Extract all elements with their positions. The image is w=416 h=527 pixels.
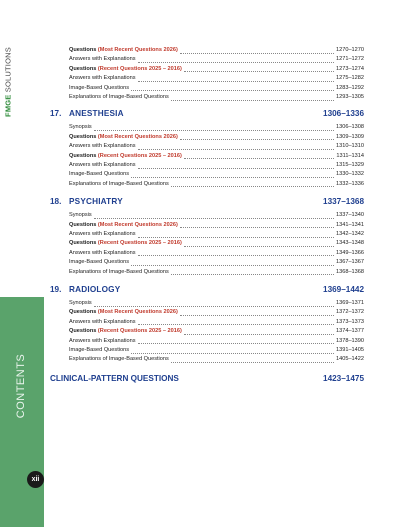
toc-entry-qualifier: (Recent Questions 2025 – 2016) (97, 152, 182, 159)
dot-leader (184, 329, 334, 335)
toc-entry-pages: 1372–1372 (336, 309, 364, 316)
toc-entry-pages: 1306–1308 (336, 124, 364, 131)
toc-entry-text: Image-Based Questions (69, 84, 130, 91)
toc-entry-qualifier: (Most Recent Questions 2026) (97, 221, 178, 228)
toc-entry (69, 74, 364, 83)
toc-entry (69, 161, 364, 170)
toc-entry-label (69, 93, 169, 102)
toc-entry-pages: 1332–1336 (336, 180, 364, 187)
toc-entry-label (69, 152, 182, 161)
toc-entry-pages: 1405–1422 (336, 356, 364, 363)
toc-entry-questions: Questions (69, 309, 97, 316)
toc-entry-text: Answers with Explanations (69, 231, 136, 237)
toc-entry-qualifier: (Most Recent Questions 2026) (97, 133, 178, 140)
toc-entry-pages: 1342–1342 (336, 231, 364, 237)
toc-entry-pages: 1337–1340 (336, 212, 364, 219)
toc-entry-pages: 1315–1329 (336, 162, 364, 168)
toc-entry (69, 337, 364, 346)
toc-entry (69, 46, 364, 55)
toc-entry-questions: Questions (69, 133, 97, 140)
toc-entry-questions: Questions (69, 152, 97, 159)
toc-entry-label (69, 239, 182, 248)
toc-entry-questions: Questions (69, 65, 97, 72)
contents-tab-label: CONTENTS (15, 353, 27, 419)
toc-entry-pages: 1283–1292 (336, 84, 364, 91)
toc-entry (69, 239, 364, 248)
toc-entry-text: Answers with Explanations (69, 56, 136, 63)
toc-entry (69, 152, 364, 161)
dot-leader (138, 319, 334, 325)
toc-entry-label (69, 327, 182, 336)
toc-entry-pages: 1378–1390 (336, 337, 364, 344)
dot-leader (131, 85, 334, 91)
toc-entry-text: Answers with Explanations (69, 75, 136, 82)
toc-entry-text: Answers with Explanations (69, 337, 136, 344)
toc-entry-text: Explanations of Image-Based Questions (69, 94, 169, 100)
dot-leader (138, 232, 334, 238)
toc-entry-pages: 1271–1272 (336, 56, 364, 63)
toc-entry (69, 180, 364, 189)
toc-entry-label (69, 221, 178, 230)
toc-entry (69, 318, 364, 327)
dot-leader (138, 144, 334, 150)
toc-entry-text: Image-Based Questions (69, 259, 130, 266)
toc-entry-pages: 1367–1367 (336, 259, 364, 266)
chapter-heading (50, 283, 364, 295)
toc-entry (69, 93, 364, 102)
toc-entry (69, 123, 364, 132)
toc-entry (69, 221, 364, 230)
toc-entry-label (69, 308, 178, 317)
toc-entry (69, 249, 364, 258)
toc-entry (69, 84, 364, 93)
dot-leader (138, 338, 334, 344)
toc-entry-pages: 1369–1371 (336, 300, 364, 306)
dot-leader (184, 241, 334, 247)
toc-entry-label (69, 65, 182, 74)
chapter-number: 19. (50, 284, 62, 294)
dot-leader (171, 357, 334, 363)
toc-entry-label (69, 46, 178, 55)
chapter-page-range: 1337–1368 (323, 196, 364, 206)
clinical-pattern-heading (50, 373, 364, 385)
toc-entry-qualifier: (Most Recent Questions 2026) (97, 309, 178, 316)
running-header-vertical (2, 42, 14, 122)
toc-entry-pages: 1330–1332 (336, 171, 364, 178)
toc-entry-questions: Questions (69, 328, 97, 335)
toc-entry-text: Synopsis (69, 212, 92, 219)
toc-entry-pages: 1343–1348 (336, 240, 364, 247)
toc-entry-qualifier: (Recent Questions 2025 – 2016) (97, 240, 182, 247)
toc-entry (69, 346, 364, 355)
dot-leader (131, 260, 334, 266)
chapter-heading (50, 107, 364, 119)
toc-entry-questions: Questions (69, 47, 97, 53)
toc-entry-questions: Questions (69, 221, 97, 228)
dot-leader (131, 172, 334, 178)
dot-leader (138, 57, 334, 63)
toc-entry-text: Explanations of Image-Based Questions (69, 180, 169, 187)
chapter-title: RADIOLOGY (69, 284, 121, 294)
toc-entry-text: Synopsis (69, 300, 92, 306)
toc-entry-label (69, 74, 136, 83)
dot-leader (138, 163, 334, 169)
toc-entry-label (69, 346, 129, 355)
dot-leader (94, 213, 334, 219)
toc-entry-pages: 1341–1341 (336, 221, 364, 228)
toc-entry-pages: 1310–1310 (336, 143, 364, 150)
toc-entry-label (69, 299, 92, 308)
chapter-title: PSYCHIATRY (69, 196, 123, 206)
page-number-badge: xii (27, 471, 44, 488)
dot-leader (171, 95, 334, 101)
toc-entry (69, 65, 364, 74)
toc-entry-pages: 1368–1368 (336, 268, 364, 275)
toc-entry (69, 142, 364, 151)
chapter-title: ANESTHESIA (69, 108, 124, 118)
toc-entry-text: Synopsis (69, 124, 92, 131)
toc-entry-pages: 1309–1309 (336, 133, 364, 140)
toc-entry-label (69, 84, 129, 93)
dot-leader (171, 181, 334, 187)
toc-entry-label (69, 230, 136, 239)
toc-entry-text: Explanations of Image-Based Questions (69, 356, 169, 363)
toc-entry-label (69, 180, 169, 189)
toc-entry-text: Answers with Explanations (69, 162, 136, 168)
toc-entry-label (69, 170, 129, 179)
dot-leader (184, 66, 334, 72)
dot-leader (94, 125, 334, 131)
toc-entry (69, 170, 364, 179)
toc-entry-label (69, 249, 136, 258)
chapter-heading (50, 195, 364, 207)
running-header-suffix: SOLUTIONS (3, 47, 13, 93)
toc-entry-text: Answers with Explanations (69, 318, 136, 325)
toc-entry-pages: 1391–1405 (336, 347, 364, 353)
toc-entry-pages: 1275–1282 (336, 75, 364, 82)
toc-entry-label (69, 133, 178, 142)
toc-entry-qualifier: (Recent Questions 2025 – 2016) (97, 328, 182, 335)
toc-entry-label (69, 142, 136, 151)
toc-entry-label (69, 55, 136, 64)
dot-leader (180, 134, 334, 140)
dot-leader (171, 269, 334, 275)
toc-entry-text: Image-Based Questions (69, 347, 130, 353)
dot-leader (138, 250, 334, 256)
toc-entry-text: Answers with Explanations (69, 249, 136, 256)
chapter-page-range: 1369–1442 (323, 284, 364, 294)
toc-entry-label (69, 318, 136, 327)
toc-entry (69, 55, 364, 64)
running-header-prefix: FMGE (3, 94, 13, 117)
clinical-pattern-title: CLINICAL-PATTERN QUESTIONS (50, 374, 179, 384)
toc-entry (69, 327, 364, 336)
toc-entry-qualifier: (Recent Questions 2025 – 2016) (97, 65, 182, 72)
toc-entry-label (69, 211, 92, 220)
dot-leader (180, 48, 334, 54)
toc-entry-text: Answers with Explanations (69, 143, 136, 150)
toc-entry-questions: Questions (69, 240, 97, 247)
chapter-number: 18. (50, 196, 62, 206)
toc-entry-pages: 1349–1366 (336, 249, 364, 256)
dot-leader (180, 222, 334, 228)
toc-entry-label (69, 161, 136, 170)
dot-leader (184, 153, 335, 159)
toc-entry (69, 258, 364, 267)
dot-leader (94, 301, 334, 307)
toc-entry (69, 355, 364, 364)
toc-entry-pages: 1273–1274 (336, 65, 364, 72)
toc-entry-label (69, 123, 92, 132)
toc-entry (69, 133, 364, 142)
toc-entry-label (69, 355, 169, 364)
toc-entry-text: Image-Based Questions (69, 171, 130, 178)
toc-entry (69, 308, 364, 317)
chapter-page-range: 1306–1336 (323, 108, 364, 118)
toc-entry (69, 230, 364, 239)
toc-entry-pages: 1373–1373 (336, 318, 364, 325)
dot-leader (131, 348, 334, 354)
toc-entry-pages: 1374–1377 (336, 328, 364, 335)
chapter-number: 17. (50, 108, 62, 118)
toc-entry (69, 268, 364, 277)
toc-entry-label (69, 258, 129, 267)
toc-entry (69, 211, 364, 220)
toc-entry-pages: 1293–1305 (336, 94, 364, 100)
dot-leader (180, 310, 334, 316)
toc-entry-label (69, 337, 136, 346)
toc-entry-qualifier: (Most Recent Questions 2026) (97, 47, 178, 53)
toc-entry-label (69, 268, 169, 277)
toc-entry (69, 299, 364, 308)
clinical-pattern-range: 1423–1475 (323, 374, 364, 384)
dot-leader (138, 76, 334, 82)
toc-entry-pages: 1311–1314 (336, 152, 364, 159)
toc-entry-pages: 1270–1270 (336, 47, 364, 53)
toc-entry-text: Explanations of Image-Based Questions (69, 268, 169, 275)
